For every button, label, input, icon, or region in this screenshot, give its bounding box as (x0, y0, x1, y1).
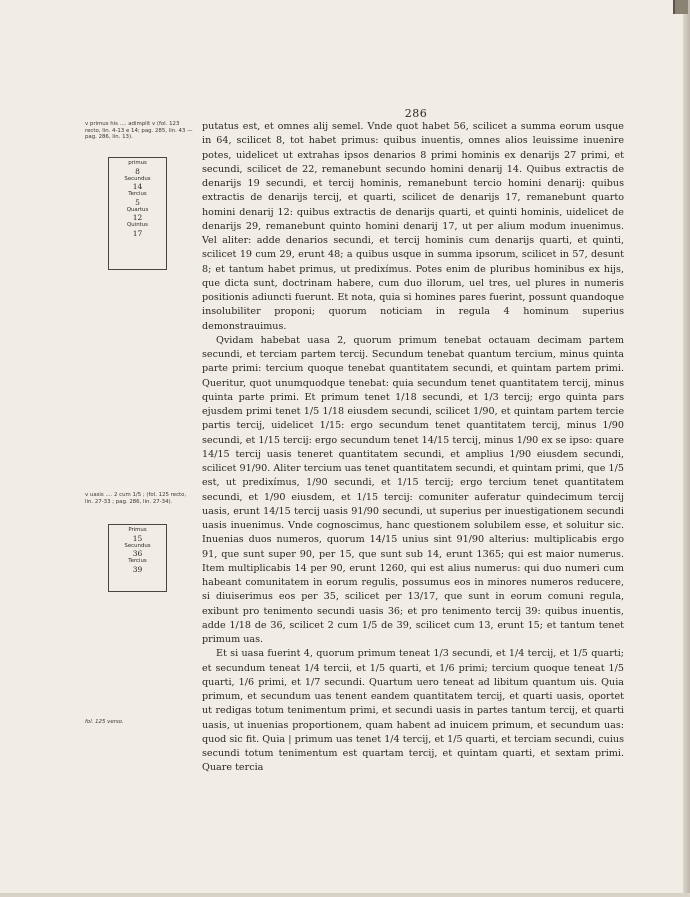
table-row-value: 5 (135, 197, 140, 207)
paragraph: putatus est, et omnes alij semel. Vnde quot habet 56, scilicet a summa eorum usque in 64, scilicet 8, tot habet primus: quibus inuentis, omnes alios leuissime inuenire potes, uidelicet ut extrahas ipsos denarios 8 primi hominis ex denarijs 27 primi, et secundi, scilicet de 22, remanebunt secundo homini denarij 14. Quibus extractis de denarijs 19 secundi, et tercij hominis, remanebunt tercio homini denarij: quibus extractis de denarijs tercij, et quarti, scilicet de denarijs 17, remanebunt quarto homini denarij 12: quibus extractis de denarijs quarti, et quinti hominis, uidelicet de denarijs 29, remanebunt quinto homini denarij 17, ut per alium modum inuenimus. Vel aliter: adde denarios secundi, et tercij hominis cum denarijs quarti, et quinti, scilicet 19 cum 29, erunt 48; a quibus usque in summa ipsorum, scilicet in 57, desunt 8; et tantum habet primus, ut predixímus. Potes enim de pluribus hominibus ex hijs, que dicta sunt, doctrinam habere, cum duo illorum, uel tres, uel plures in numeris positionis adiuncti fuerunt. Et nota, quia si homines pares fuerint, possunt quandoque insolubiliter proponi; quorum noticiam in regula 4 hominum superius demonstrauimus. (202, 121, 624, 332)
margin-table-vessels (108, 524, 167, 592)
margin-note-reference-1: v primus his .... adimplit v (fol. 123 recto, lin. 4-13 e 14; pag. 285, lin. 43 — pag. 286, lin. 13). (85, 121, 193, 141)
page-edge (683, 0, 690, 897)
table-row-label: Secundus (124, 175, 151, 182)
paragraph: Et si uasa fuerint 4, quorum primum teneat 1/3 secundi, et 1/4 tercij, et 1/5 quarti; et secundum teneat 1/4 tercii, et 1/5 quarti, et 1/6 primi; tercium quoque teneat 1/5 quarti, 1/6 primi, et 1/7 secundi. Quartum uero teneat ad libitum quantum uis. Quia primum, et secundum uas tenent eandem quantitatem tercij, et quarti uasis, oportet ut redigas totum tenimentum primi, et secundi uasis in partes tantum tercij, et quarti uasis, ut inuenias proportionem, quam habent ad inuicem primum, et secundum uas: quod sic fit. Quia | primum uas tenet 1/4 tercij, et 1/5 quarti, et terciam secundi, cuius secundi totum tenimentum est quartam tercij, et quintam quarti, et sextam primi. Quare tercia (202, 648, 624, 774)
table-row-value: 36 (132, 549, 143, 558)
table-row-value: 15 (132, 533, 143, 543)
table-row-label: Secundus (124, 542, 151, 549)
main-text (202, 120, 624, 776)
table-row-label: Primus (128, 527, 147, 533)
page-bottom-edge (0, 893, 690, 897)
table-row-value: 17 (132, 228, 143, 238)
margin-note-reference-2: v uasis .... 2 cum 1/5 ; (fol. 125 recto, lin. 27-33 ; pag. 286, lin. 27-34). (85, 492, 187, 505)
margin-note-folio: fol. 125 verso. (85, 719, 124, 725)
page-number: 286 (404, 107, 428, 120)
table-row-label: primus (128, 160, 147, 166)
paragraph: Qvidam habebat uasa 2, quorum primum tenebat octauam decimam partem secundi, et terciam partem tercij. Secundum tenebat quantum tercium, minus quinta parte primi: tercium quoque tenebat quantitatem secundi, et quintam partem primi. Queritur, quot unumquodque tenebat: quia secundum tenet quantitatem tercij, minus quinta parte primi. Et primum tenet 1/18 secundi, et 1/3 tercij; ergo quinta pars ejusdem primi tenet 1/5 1/18 eiusdem secundi, scilicet 1/90, et quintam partem tercie partis tercij, uidelicet 1/15: ergo secundum tenet quantitatem tercij, minus 1/90 secundi, et 1/15 tercij: ergo secundum tenet 14/15 tercij, minus 1/90 ex se ipso: quare 14/15 tercij uasis teneret quantitatem secundi, et amplius 1/90 eiusdem secundi, scilicet 91/90. Aliter tercium uas tenet quantitatem secundi, et quintam primi, que 1/5 est, ut predixímus, 1/90 secundi, et 1/15 tercij; ergo tercium tenet quantitatem secundi, et 1/90 eiusdem, et 1/15 tercij: comuniter auferatur quindecimum tercij uasis, erunt 14/15 tercij uasis 91/90 secundi, ut superius per inuestigationem secundi uasis inuenimus. Vnde cognoscimus, hanc questionem solubilem esse, et soluitur sic. Inuenias duos numeros, quorum 14/15 unius sint 91/90 alterius: multiplicabis ergo 91, que sunt super 90, per 15, que sunt sub 14, erunt 1365; qui est maior numerus. Item multiplicabis 14 per 90, erunt 1260, qui est alius numerus: qui duo numeri cum habeant comunitatem in eorum regulis, possumus eos in minores numeros reducere, si diuiserimus eos per 35, scilicet per 13/17, que sunt in eorum comuni regula, exibunt pro tenimento secundi uasis 36; et pro tenimento tercij 39: quibus inuentis, adde 1/18 de 36, scilicet 2 cum 1/5 de 39, scilicet cum 13, erunt 15; et tantum tenet primum uas. (202, 334, 624, 645)
table-row-value: 14 (132, 182, 143, 191)
table-row-label: Quartus (126, 206, 149, 213)
margin-table-shares (108, 157, 167, 270)
table-row-label: Quintus (127, 222, 148, 228)
table-row-label: Tercius (128, 558, 147, 564)
scan-corner-mark (673, 0, 688, 14)
table-row-value: 8 (135, 166, 140, 176)
table-row-value: 12 (132, 213, 143, 222)
table-row-value: 39 (132, 564, 143, 574)
table-row-label: Tercius (128, 191, 147, 197)
